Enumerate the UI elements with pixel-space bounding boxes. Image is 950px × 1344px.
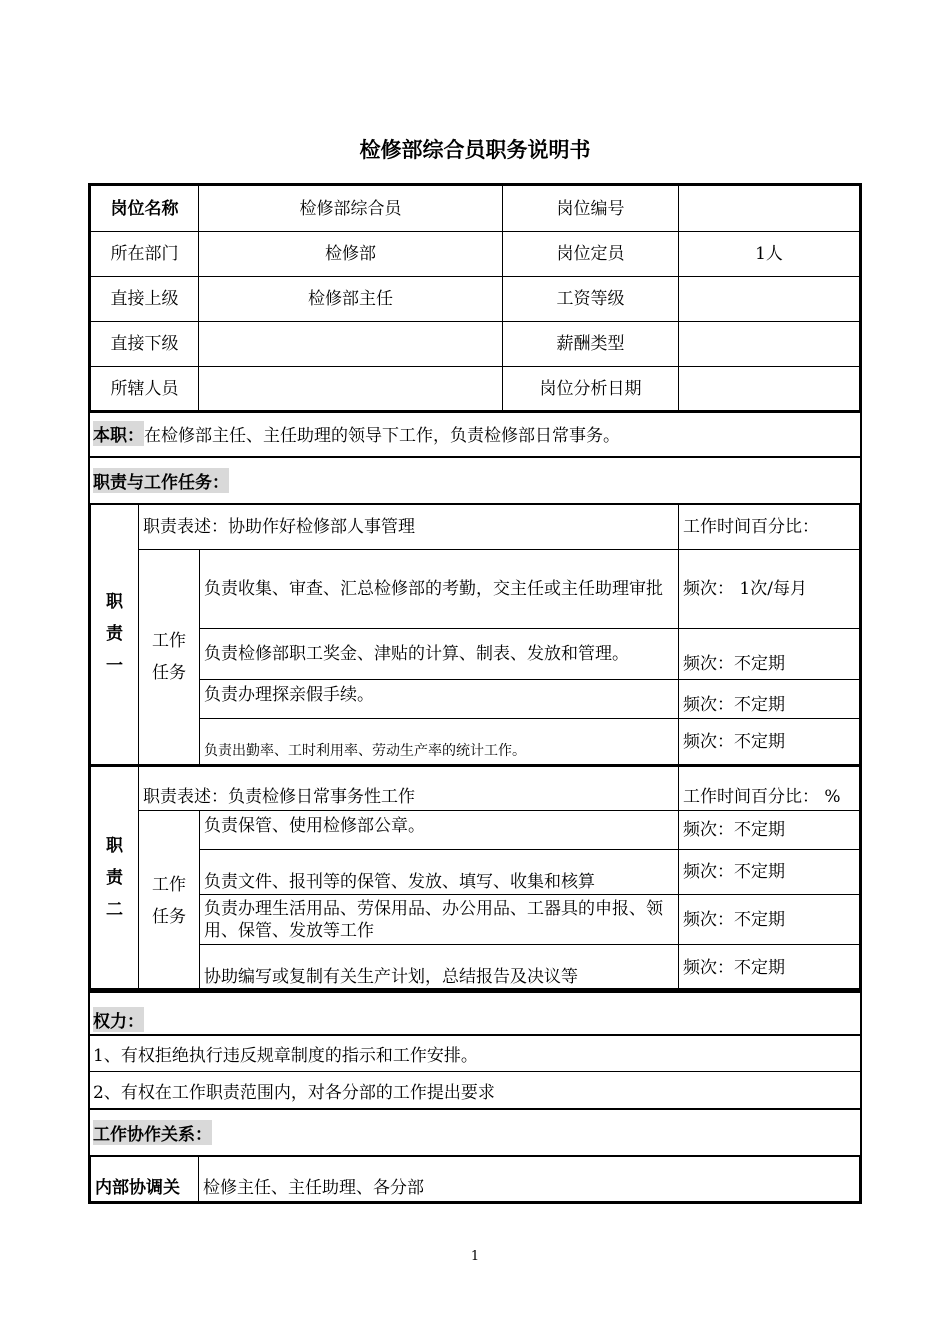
duties-header: 职责与工作任务： (93, 468, 229, 493)
duty-one-task-4: 负责出勤率、工时利用率、劳动生产率的统计工作。 (200, 719, 679, 765)
label-subordinate: 直接下级 (91, 322, 199, 367)
duties-header-row (88, 458, 862, 505)
duty-one-time-percent: 工作时间百分比： (679, 504, 860, 550)
duty-two-table (88, 764, 862, 993)
duty-one-task-label-1: 工作 (152, 631, 186, 651)
duty-one-freq-1: 频次： 1次/每月 (679, 550, 860, 629)
duty-two-char-2: 责 (106, 868, 123, 888)
main-duty-text: 在检修部主任、主任助理的领导下工作，负责检修部日常事务。 (144, 426, 620, 446)
main-duty-label: 本职： (93, 421, 144, 446)
label-salary-grade: 工资等级 (503, 277, 679, 322)
power-item-1-row (88, 1036, 862, 1072)
duty-one-side (91, 504, 139, 765)
duty-one-description: 职责表述：协助作好检修部人事管理 (139, 504, 679, 550)
label-analysis-date: 岗位分析日期 (503, 367, 679, 411)
value-superior: 检修部主任 (199, 277, 503, 322)
duty-one-task-2: 负责检修部职工奖金、津贴的计算、制表、发放和管理。 (200, 629, 679, 680)
page-title: 检修部综合员职务说明书 (359, 138, 591, 162)
value-pay-type (679, 322, 860, 367)
power-header-row (88, 988, 862, 1036)
duty-two-task-label-2: 任务 (152, 906, 186, 927)
power-item-2: 2、有权在工作职责范围内，对各分部的工作提出要求 (93, 1082, 495, 1103)
duty-one-table (88, 503, 862, 767)
label-position-code: 岗位编号 (503, 186, 679, 232)
label-staff: 所辖人员 (91, 367, 199, 411)
duty-two-time-percent: 工作时间百分比： % (679, 766, 860, 811)
internal-relation-value: 检修主任、主任助理、各分部 (199, 1157, 860, 1202)
relation-table (88, 1156, 862, 1204)
value-headcount: 1人 (679, 232, 860, 277)
duty-two-freq-3: 频次：不定期 (679, 895, 860, 945)
value-department: 检修部 (199, 232, 503, 277)
label-superior: 直接上级 (91, 277, 199, 322)
duty-two-task-2: 负责文件、报刊等的保管、发放、填写、收集和核算 (200, 850, 679, 895)
power-item-2-row (88, 1072, 862, 1110)
duty-two-task-4: 协助编写或复制有关生产计划，总结报告及决议等 (200, 945, 679, 991)
duty-one-char-3: 一 (106, 656, 123, 676)
duty-two-char-1: 职 (106, 836, 123, 856)
value-salary-grade (679, 277, 860, 322)
duty-one-char-1: 职 (106, 592, 123, 612)
basic-info-table (88, 183, 862, 413)
label-department: 所在部门 (91, 232, 199, 277)
duty-two-side (91, 766, 139, 991)
label-headcount: 岗位定员 (503, 232, 679, 277)
value-subordinate (199, 322, 503, 367)
duty-two-task-1: 负责保管、使用检修部公章。 (200, 811, 679, 850)
duty-one-freq-4: 频次：不定期 (679, 719, 860, 765)
duty-two-task-label (139, 811, 200, 991)
duty-two-freq-1: 频次：不定期 (679, 811, 860, 850)
duty-one-char-2: 责 (106, 624, 123, 644)
duty-two-description: 职责表述：负责检修日常事务性工作 (139, 766, 679, 811)
duty-one-freq-2: 频次：不定期 (679, 629, 860, 680)
value-analysis-date (679, 367, 860, 411)
main-duty-row (88, 411, 862, 458)
value-position-name: 检修部综合员 (199, 186, 503, 232)
value-staff (199, 367, 503, 411)
duty-two-task-label-1: 工作 (152, 874, 186, 895)
duty-two-task-3: 负责办理生活用品、劳保用品、办公用品、工器具的申报、领用、保管、发放等工作 (200, 895, 679, 945)
value-position-code (679, 186, 860, 232)
page-number: 1 (470, 1249, 480, 1264)
duty-one-task-label (139, 550, 200, 765)
label-pay-type: 薪酬类型 (503, 322, 679, 367)
internal-relation-label: 内部协调关 (91, 1157, 199, 1202)
label-position-name: 岗位名称 (91, 186, 199, 232)
power-label: 权力： (93, 1007, 144, 1032)
relation-header-row (88, 1110, 862, 1157)
power-item-1: 1、有权拒绝执行违反规章制度的指示和工作安排。 (93, 1046, 478, 1066)
duty-two-char-3: 二 (106, 900, 123, 920)
relation-label: 工作协作关系： (93, 1120, 212, 1145)
duty-two-freq-2: 频次：不定期 (679, 850, 860, 895)
duty-one-task-1: 负责收集、审查、汇总检修部的考勤，交主任或主任助理审批 (200, 550, 679, 629)
duty-two-freq-4: 频次：不定期 (679, 945, 860, 991)
duty-one-task-label-2: 任务 (152, 663, 186, 683)
duty-one-task-3: 负责办理探亲假手续。 (200, 680, 679, 719)
duty-one-freq-3: 频次：不定期 (679, 680, 860, 719)
